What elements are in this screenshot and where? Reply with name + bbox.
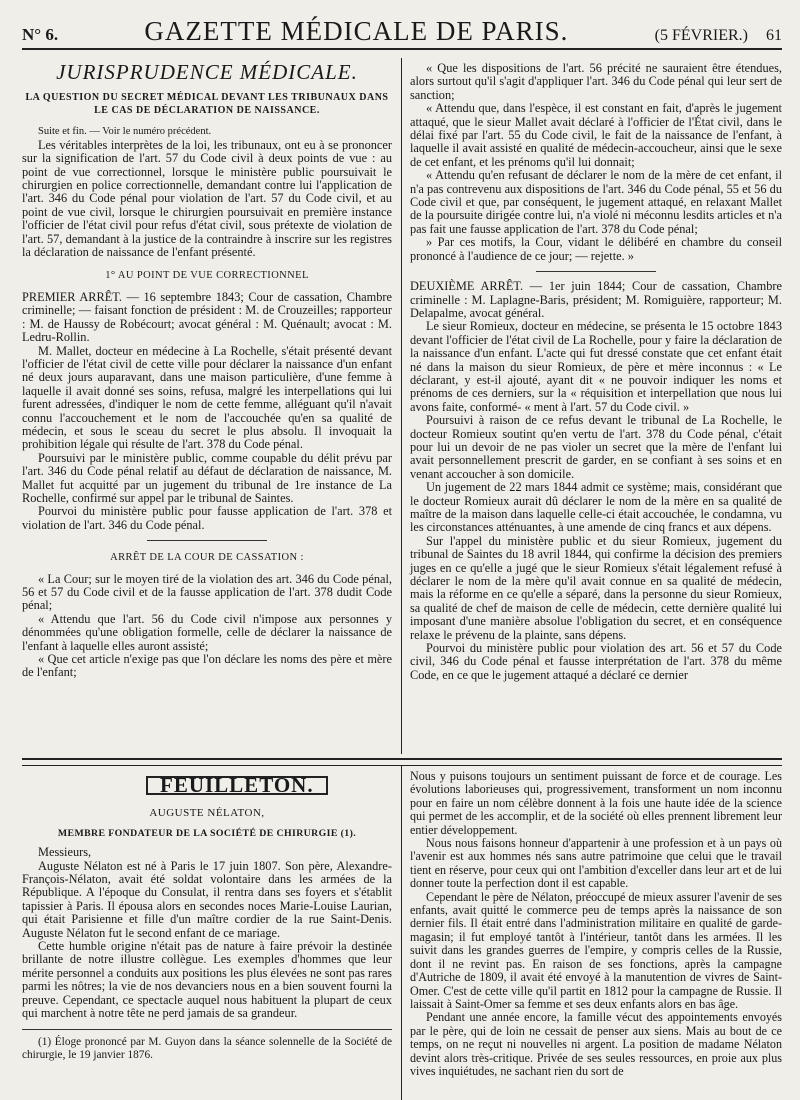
- column-divider: [401, 766, 402, 1100]
- feuilleton-title: FEUILLETON.: [146, 776, 328, 795]
- left-column: [22, 62, 392, 680]
- paragraph: Nous nous faisons honneur d'appartenir à une profession et à un pays où l'avenir est aux hommes nés sans autre patrimoine que celui que le travail tient en réserve, pour ceux qui ont l'ambition d'exceller dans leur art et de lui donner toute la perfection dont il est capable.: [410, 836, 782, 891]
- divider: [536, 271, 656, 272]
- feuilleton-left-column: [22, 773, 392, 1062]
- subheading-correctionnel: 1° AU POINT DE VUE CORRECTIONNEL: [105, 270, 309, 282]
- masthead: [22, 16, 782, 50]
- paragraph: Cette humble origine n'était pas de nature à faire prévoir la destinée brillante de notre illustre collègue. Les exemples d'hommes que leur mérite personnel a conduits aux positions les plus élevées ne sont pas rares parmi les nôtres; la vie de nos devanciers nous en a bien souvent fourni la preuve. Cependant, ce spectacle auquel nous habituent la plupart de ceux qui marchent à notre tête ne perd jamais de sa grandeur.: [22, 939, 392, 1021]
- right-column: [410, 62, 782, 682]
- paragraph: « Attendu que l'art. 56 du Code civil n'impose aux personnes y dénommées qu'une obligation formelle, celle de déclarer la naissance de l'enfant à laquelle elles auront assisté;: [22, 611, 392, 653]
- page-number: 61: [766, 27, 782, 44]
- paragraph: Poursuivi par le ministère public, comme coupable du délit prévu par l'art. 346 du Code pénal relatif au défaut de déclaration de naissance, M. Mallet fut acquitté par un jugement du tribunal de 1re instance de La Rochelle, confirmé sur appel par le tribunal de Saintes.: [22, 450, 392, 505]
- footnote-rule: [22, 1029, 392, 1030]
- paragraph: PREMIER ARRÊT. — 16 septembre 1843; Cour de cassation, Chambre criminelle; — faisant fonction de président : M. de Crouzeilles; rapporteur : M. de Haussy de Robécourt; avocat général : M. Quénault; avocat : M. Ledru-Rollin.: [22, 289, 392, 345]
- continuation-note: Suite et fin. — Voir le numéro précédent.: [38, 126, 212, 138]
- section-title: JURISPRUDENCE MÉDICALE.: [56, 60, 358, 84]
- paragraph: « Que les dispositions de l'art. 56 précité ne sauraient être étendues, alors surtout qu'il s'agit d'appliquer l'art. 346 du Code pénal qui leur sert de sanction;: [410, 61, 782, 102]
- newspaper-title: GAZETTE MÉDICALE DE PARIS.: [144, 16, 569, 46]
- paragraph: Sur l'appel du ministère public et du sieur Romieux, jugement du tribunal de Saintes du 18 avril 1844, qui confirme la décision des premiers juges en ce qu'elle a jugé que le sieur Romieux s'était légalement refusé à déclarer le nom de la mère qu'il avait connue en sa qualité de médecin, mais la réforme en ce qu'elle a séparé, dans la personne du sieur Romieux, sa qualité de chef de maison de celle de médecin, cette dernière qualité lui imposant d'une manière absolue l'obligation du secret, et en conséquence relaxe le prévenu de la plainte, sans dépens.: [410, 533, 782, 642]
- paragraph: M. Mallet, docteur en médecine à La Rochelle, s'était présenté devant l'officier de l'état civil de cette ville pour déclarer la naissance d'un enfant né deux jours auparavant, dans une maison particulière, d'une femme à laquelle il avait donné ses soins, refusa, malgré les interpellations qui lui furent adressées, d'indiquer le nom de cette femme, alléguant qu'il n'avait connu l'accouchement et le nom de l'accouchée qu'en sa qualité de médecin, et sous le sceau du secret le plus absolu. Il invoquait la prohibition légale qui résulte de l'art. 378 du Code pénal.: [22, 343, 392, 452]
- paragraph: « Que cet article n'exige pas que l'on déclare les noms des père et mère de l'enfant;: [22, 652, 392, 680]
- paragraph: Pourvoi du ministère public pour violation des art. 56 et 57 du Code civil, 346 du Code pénal et fausse interprétation de l'art. 378 du même Code, en ce que le jugement attaqué a déclaré ce dernier: [410, 641, 782, 682]
- salutation: Messieurs,: [38, 845, 92, 860]
- divider: [147, 540, 267, 541]
- paragraph: » Par ces motifs, la Cour, vidant le délibéré en chambre du conseil prononcé à l'audience de ce jour; — rejette. »: [410, 235, 782, 263]
- column-divider: [401, 58, 402, 754]
- date-page: [655, 27, 782, 45]
- paragraph: Les véritables interprètes de la loi, les tribunaux, ont eu à se prononcer sur la signification de l'art. 57 du Code civil à deux points de vue : au point de vue correctionnel, lorsque le ministère public poursuivait le chirurgien en police correctionnelle, demandant contre lui l'application de l'art. 346 du Code pénal pour violation de l'art. 57 du Code civil, et au point de vue civil, lorsque le chirurgien poursuivait en première instance l'officier de l'état civil pour refus d'état civil, sous prétexte de violation de l'art. 57, demandant à la justice de la contraindre à inscrire sur les registres la déclaration de naissance de l'enfant présenté.: [22, 137, 392, 260]
- feuilleton-subject: AUGUSTE NÉLATON,: [149, 807, 265, 820]
- article-subtitle: [22, 91, 392, 117]
- paragraph: DEUXIÈME ARRÊT. — 1er juin 1844; Cour de cassation, Chambre criminelle : M. Laplagne-Baris, président; M. Romiguière, rapporteur; M. Delapalme, avocat général.: [410, 279, 782, 320]
- paragraph: « Attendu que, dans l'espèce, il est constant en fait, d'après le jugement attaqué, que le sieur Mallet avait déclaré à l'officier de l'État civil, dans le délai fixé par l'art. 55 du Code civil, le fait de la naissance de l'enfant, à laquelle il avait assisté en qualité de médecin-accoucheur, ainsi que le sexe de cet enfant, et les prénoms qu'il lui donnait;: [410, 101, 782, 169]
- paragraph: Un jugement de 22 mars 1844 admit ce système; mais, considérant que le docteur Romieux aurait dû déclarer le nom de la mère en sa qualité de maître de la maison dans laquelle celle-ci était accouchée, le condamna, vu les circonstances atténuantes, à une amende de cinq francs et aux dépens.: [410, 480, 782, 535]
- feuilleton-separator: [22, 758, 782, 766]
- article-subtitle-line-1: LA QUESTION DU SECRET MÉDICAL DEVANT LES TRIBUNAUX DANS: [25, 92, 389, 104]
- paragraph: Pendant une année encore, la famille vécut des appointements envoyés par le père, qui de loin ne cessait de penser aux siens. Mais au bout de ce temps, on ne reçut ni nouvelles ni argent. La position de madame Nélaton devint alors très-critique. Privée de ses seules ressources, en proie aux plus vives inquiétudes, ne sachant rien du sort de: [410, 1010, 782, 1078]
- article-subtitle-line-2: LE CAS DE DÉCLARATION DE NAISSANCE.: [94, 105, 320, 117]
- footnote: (1) Éloge prononcé par M. Guyon dans la séance solennelle de la Société de chirurgie, le 19 janvier 1876.: [22, 1035, 392, 1061]
- issue-date: (5 FÉVRIER.): [654, 27, 748, 44]
- paragraph: Nous y puisons toujours un sentiment puissant de force et de courage. Les évolutions laborieuses qui, progressivement, transforment un nom inconnu pour en faire un nom célèbre donnent à la fois une haute idée de la science qui permet de les accomplir, et de la société où elles prennent librement leur entier développement.: [410, 769, 782, 837]
- subheading-cassation: ARRÊT DE LA COUR DE CASSATION :: [110, 552, 304, 564]
- issue-number: N° 6.: [22, 25, 59, 44]
- paragraph: Cependant le père de Nélaton, préoccupé de mieux assurer l'avenir de ses enfants, avait quitté le commerce peu de temps après la naissance de son dernier fils. Il était entré dans l'administration militaire en qualité de garde-magasin; il fut employé tantôt à l'intérieur, tantôt dans les armées. Il les suivit dans les grandes guerres de l'empire, y compris celles de la Russie, dont il ne revint pas. En raison de ses fonctions, après la campagne d'Autriche de 1809, il avait été envoyé à la manutention de vivres de Saint-Omer. C'est de cette ville qu'il partit en 1812 pour la campagne de Russie. Il laissait à Saint-Omer sa femme et ses deux enfants alors en bas âge.: [410, 889, 782, 1011]
- paragraph: Poursuivi à raison de ce refus devant le tribunal de La Rochelle, le docteur Romieux soutint qu'en vertu de l'art. 378 du Code pénal, c'était pour lui un devoir de ne pas violer un secret que la mère de l'enfant lui avait personnellement prescrit de garder, en se confiant à ses soins et en venant accoucher à son domicile.: [410, 413, 782, 481]
- paragraph: Pourvoi du ministère public pour fausse application de l'art. 378 et violation de l'art. 346 du Code pénal.: [22, 504, 392, 532]
- feuilleton-right-column: [410, 770, 782, 1078]
- paragraph: « Attendu qu'en refusant de déclarer le nom de la mère de cet enfant, il n'a pas contrevenu aux dispositions de l'art. 346 du Code pénal, 55 et 56 du Code civil et que, par conséquent, le jugement attaqué, en relaxant Mallet de la poursuite dirigée contre lui, n'a violé ni méconnu lesdits articles et n'a pas fait une fausse application de l'art. 378 du Code pénal;: [410, 168, 782, 236]
- feuilleton-member-line: MEMBRE FONDATEUR DE LA SOCIÉTÉ DE CHIRURGIE (1).: [57, 827, 357, 839]
- paragraph: « La Cour; sur le moyen tiré de la violation des art. 346 du Code pénal, 56 et 57 du Code civil et de la fausse application de l'art. 378 dudit Code pénal;: [22, 571, 392, 613]
- paragraph: Auguste Nélaton est né à Paris le 17 juin 1807. Son père, Alexandre-François-Nélaton, avait été soldat volontaire dans les armées de la République. A l'époque du Consulat, il rentra dans ses foyers et s'établit tapissier à Paris. Il épousa alors en secondes noces Marie-Louise Laurian, qui était Parisienne et fille d'un maître cordier de la rue Saint-Denis. Auguste Nélaton fut le second enfant de ce mariage.: [22, 858, 392, 940]
- paragraph: Le sieur Romieux, docteur en médecine, se présenta le 15 octobre 1843 devant l'officier de l'état civil de La Rochelle, pour y faire la déclaration de la naissance d'un enfant. L'acte qui fut dressé constate que cet enfant était né dans la maison du sieur Romieux, de père et mère inconnus : « Le déclarant, y est-il ajouté, ayant dit « ne pouvoir indiquer les noms et prénoms de ces derniers, sur la « réquisition et interpellation que nous lui avons faite, conformé- « ment à l'art. 57 du Code civil. »: [410, 319, 782, 414]
